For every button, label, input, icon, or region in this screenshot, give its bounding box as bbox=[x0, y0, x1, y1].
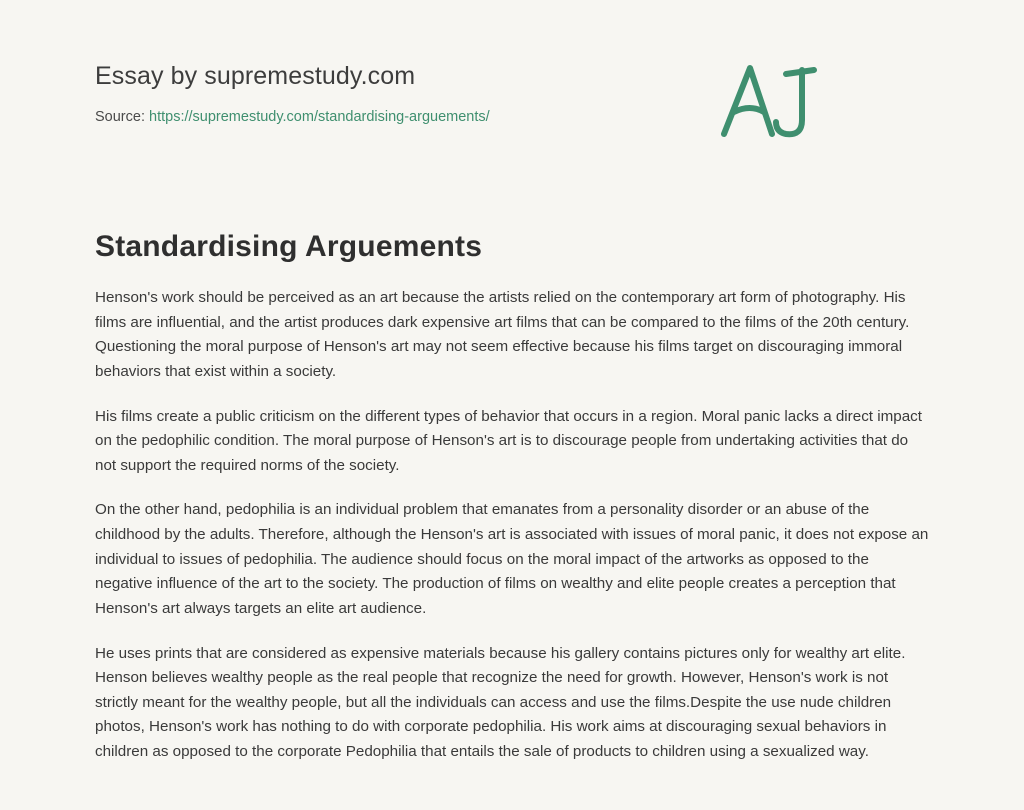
source-url-link[interactable]: https://supremestudy.com/standardising-arguements/ bbox=[149, 109, 490, 125]
essay-attribution: Essay by supremestudy.com bbox=[95, 62, 416, 90]
document-header bbox=[95, 0, 929, 125]
paragraph: His films create a public criticism on the different types of behavior that occurs in a region. Moral panic lacks a direct impact on the pedophilic condition. The moral purpose of Henson's art is to discourage people from undertaking activities that do not support the required norms of the society. bbox=[95, 407, 922, 474]
source-label: Source: bbox=[95, 109, 145, 125]
page-title: Standardising Arguements bbox=[95, 230, 483, 263]
paragraph: He uses prints that are considered as expensive materials because his gallery contains pictures only for wealthy art elite. Henson believes wealthy people as the real people that recognize the need for growth. However, Henson's work is not strictly meant for the wealthy people, but all the individuals can access and use the films.Despite the use nude children photos, Henson's work has nothing to do with corporate pedophilia. His work aims at discouraging sexual behaviors in children as opposed to the corporate Pedophilia that entails the sale of products to children using a sexualized way. bbox=[95, 644, 906, 760]
document-body bbox=[95, 264, 929, 765]
supremestudy-logo-icon bbox=[714, 52, 834, 152]
paragraph: Henson's work should be perceived as an art because the artists relied on the contemporary art form of photography. His films are influential, and the artist produces dark expensive art films that can be compared to the films of the 20th century. Questioning the moral purpose of Henson's art may not seem effective because his films target on discouraging immoral behaviors that exist within a society. bbox=[95, 289, 910, 380]
paragraph: On the other hand, pedophilia is an individual problem that emanates from a personality disorder or an abuse of the childhood by the adults. Therefore, although the Henson's art is associated with issues of moral panic, it does not expose an individual to issues of pedophilia. The audience should focus on the moral impact of the artworks as opposed to the negative influence of the art to the society. The production of films on wealthy and elite people creates a perception that Henson's art always targets an elite art audience. bbox=[95, 501, 929, 617]
